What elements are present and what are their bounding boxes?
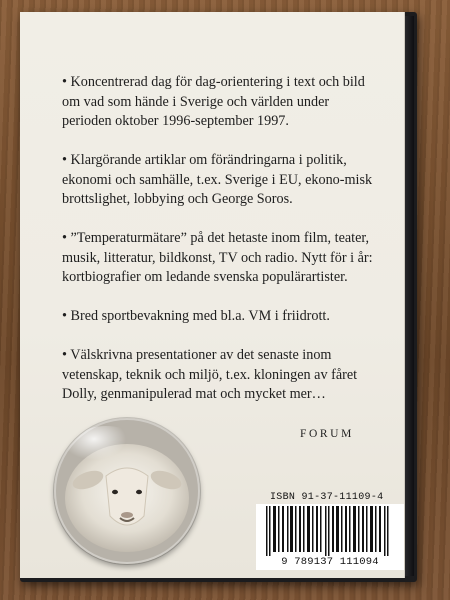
publisher-logo: FORUM bbox=[300, 428, 354, 440]
blurb-text bbox=[62, 73, 378, 424]
barcode-number: 9 789137 111094 bbox=[258, 556, 402, 568]
bullet-2: • Klargörande artiklar om förändringarna i politik, ekonomi och samhälle, t.ex. Sverige i EU, ekono-misk brottslighet, lobbying och George Soros. bbox=[62, 152, 373, 207]
barcode-bars bbox=[256, 504, 404, 558]
bullet-5: • Välskrivna presentationer av det senaste inom vetenskap, teknik och miljö, t.ex. kloningen av fåret Dolly, genmanipulerad mat och mycket mer… bbox=[62, 347, 358, 402]
bullet-4: • Bred sportbevakning med bl.a. VM i friidrott. bbox=[62, 308, 330, 324]
bullet-1: • Koncentrerad dag för dag-orientering i text och bild om vad som hände i Sverige och världen under perioden oktober 1996-september 1997. bbox=[62, 74, 365, 129]
bullet-3: • ”Temperaturmätare” på det hetaste inom film, teater, musik, litteratur, bildkonst, TV och radio. Nytt för i år: kortbiografier om ledande svenska populärartister. bbox=[62, 230, 373, 285]
sheep-in-crystal-ball-icon bbox=[54, 418, 200, 564]
isbn-label: ISBN 91-37-11109-4 bbox=[270, 492, 384, 503]
book-spine-edge bbox=[404, 16, 414, 576]
